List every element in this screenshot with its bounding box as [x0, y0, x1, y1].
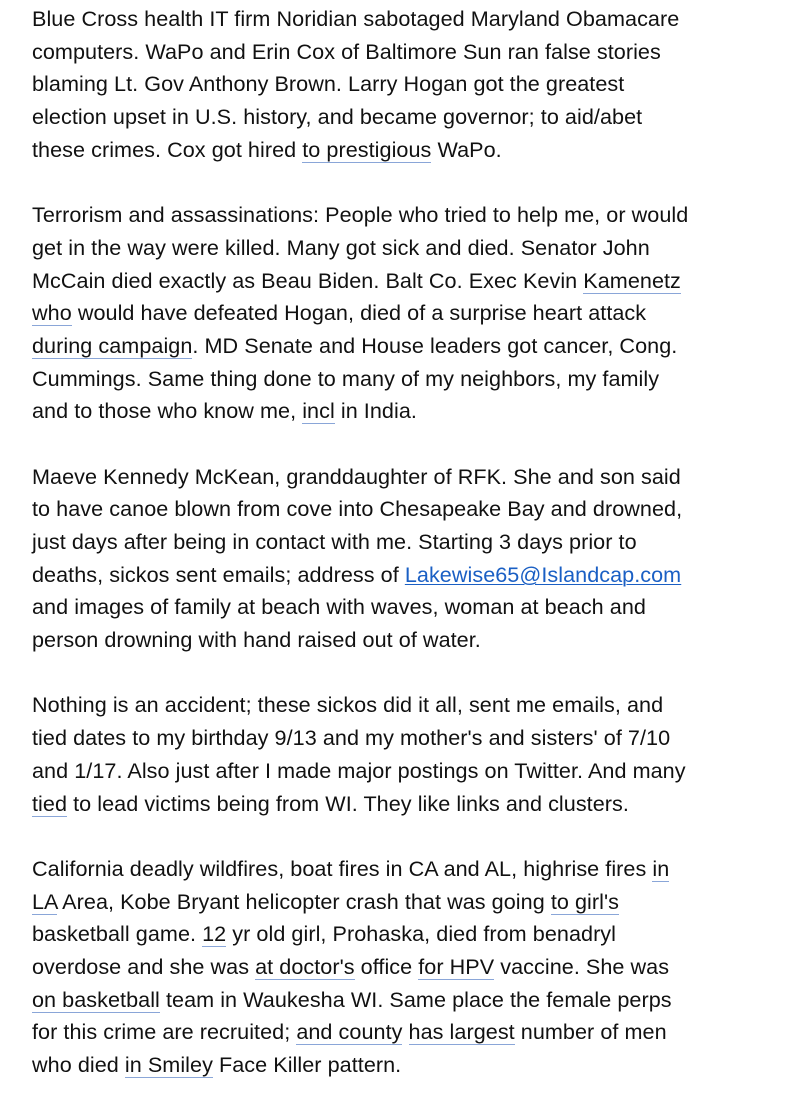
text-segment: Area, Kobe Bryant helicopter crash that was going: [57, 888, 551, 914]
link-tied[interactable]: tied: [32, 790, 68, 816]
link-la[interactable]: LA: [32, 888, 58, 914]
paragraph-gap: [32, 428, 772, 461]
link-at-doctors[interactable]: at doctor's: [255, 953, 355, 979]
link-12[interactable]: 12: [202, 921, 227, 947]
text-line: to have canoe blown from cove into Chesapeake Bay and drowned,: [32, 496, 683, 522]
link-has-largest[interactable]: has largest: [408, 1019, 515, 1045]
text-line: [32, 1016, 772, 1049]
paragraph-noridian: [32, 3, 772, 166]
text-line: [32, 395, 772, 428]
text-segment: California deadly wildfires, boat fires in CA and AL, highrise fires: [32, 855, 653, 881]
link-kamenetz[interactable]: Kamenetz: [583, 267, 681, 293]
text-line: person drowning with hand raised out of water.: [32, 627, 481, 653]
text-line: [32, 297, 772, 330]
text-line: [32, 853, 772, 886]
link-to-girls[interactable]: to girl's: [550, 888, 620, 914]
text-line: just days after being in contact with me. Starting 3 days prior to: [32, 529, 637, 554]
text-line: and 1/17. Also just after I made major postings on Twitter. And many: [32, 757, 686, 783]
text-segment: and to those who know me,: [32, 398, 303, 424]
text-line: computers. WaPo and Erin Cox of Baltimore Sun ran false stories: [32, 38, 661, 64]
text-segment: deaths, sickos sent emails; address of: [32, 561, 405, 587]
text-line: [32, 559, 772, 592]
text-line: Blue Cross health IT firm Noridian sabotaged Maryland Obamacare: [32, 6, 680, 31]
text-line: [32, 1049, 772, 1082]
text-line: Maeve Kennedy McKean, granddaughter of RFK. She and son said: [32, 463, 681, 489]
text-line: election upset in U.S. history, and became governor; to aid/abet: [32, 104, 643, 130]
link-and-county[interactable]: and county: [296, 1019, 403, 1045]
paragraph-nothing-accident: [32, 689, 772, 820]
text-segment: basketball game.: [32, 921, 203, 947]
text-line: [32, 886, 772, 919]
link-who[interactable]: who: [32, 300, 72, 326]
text-segment: overdose and she was: [32, 953, 256, 979]
text-segment: who died: [32, 1052, 125, 1077]
text-segment: yr old girl, Prohaska, died from benadryl: [226, 921, 616, 947]
paragraph-gap: [32, 166, 772, 199]
text-line: [32, 134, 772, 167]
text-segment: office: [354, 953, 419, 979]
document-body: [32, 3, 772, 1082]
text-segment: WaPo.: [431, 136, 502, 162]
text-line: tied dates to my birthday 9/13 and my mother's and sisters' of 7/10: [32, 725, 671, 751]
text-segment: team in Waukesha WI. Same place the female perps: [159, 986, 672, 1012]
link-to-prestigious[interactable]: to prestigious: [302, 136, 432, 162]
text-segment: Face Killer pattern.: [212, 1052, 402, 1077]
text-segment: to lead victims being from WI. They like links and clusters.: [67, 790, 629, 816]
text-line: [32, 984, 772, 1017]
text-line: [32, 788, 772, 821]
text-line: Cummings. Same thing done to many of my neighbors, my family: [32, 365, 660, 391]
text-line: Terrorism and assassinations: People who tried to help me, or would: [32, 202, 689, 228]
link-in[interactable]: in: [652, 855, 670, 881]
text-line: [32, 951, 772, 984]
text-line: and images of family at beach with waves, woman at beach and: [32, 594, 646, 620]
text-segment: [402, 1019, 408, 1044]
text-segment: vaccine. She was: [494, 953, 670, 979]
text-line: [32, 330, 772, 363]
text-line: [32, 265, 772, 298]
link-incl[interactable]: incl: [302, 398, 335, 424]
text-line: [32, 918, 772, 951]
paragraph-california: [32, 853, 772, 1082]
paragraph-mckean: [32, 461, 772, 657]
text-segment: would have defeated Hogan, died of a surprise heart attack: [71, 300, 647, 326]
text-line: Nothing is an accident; these sickos did it all, sent me emails, and: [32, 692, 664, 718]
text-segment: . MD Senate and House leaders got cancer, Cong.: [192, 332, 678, 358]
text-segment: these crimes. Cox got hired: [32, 136, 303, 162]
text-segment: McCain died exactly as Beau Biden. Balt Co. Exec Kevin: [32, 267, 584, 293]
link-on-basketball[interactable]: on basketball: [32, 986, 160, 1012]
paragraph-gap: [32, 820, 772, 853]
text-segment: in India.: [334, 398, 417, 424]
text-line: blaming Lt. Gov Anthony Brown. Larry Hogan got the greatest: [32, 71, 625, 97]
text-segment: for this crime are recruited;: [32, 1019, 297, 1045]
paragraph-gap: [32, 657, 772, 690]
link-during-campaign[interactable]: during campaign: [32, 332, 193, 358]
text-line: get in the way were killed. Many got sick and died. Senator John: [32, 234, 650, 260]
text-segment: number of men: [514, 1019, 667, 1045]
link-in-smiley[interactable]: in Smiley: [124, 1052, 213, 1077]
email-link[interactable]: Lakewise65@Islandcap.com: [404, 561, 682, 587]
paragraph-terrorism: [32, 199, 772, 428]
link-for-hpv[interactable]: for HPV: [418, 953, 495, 979]
